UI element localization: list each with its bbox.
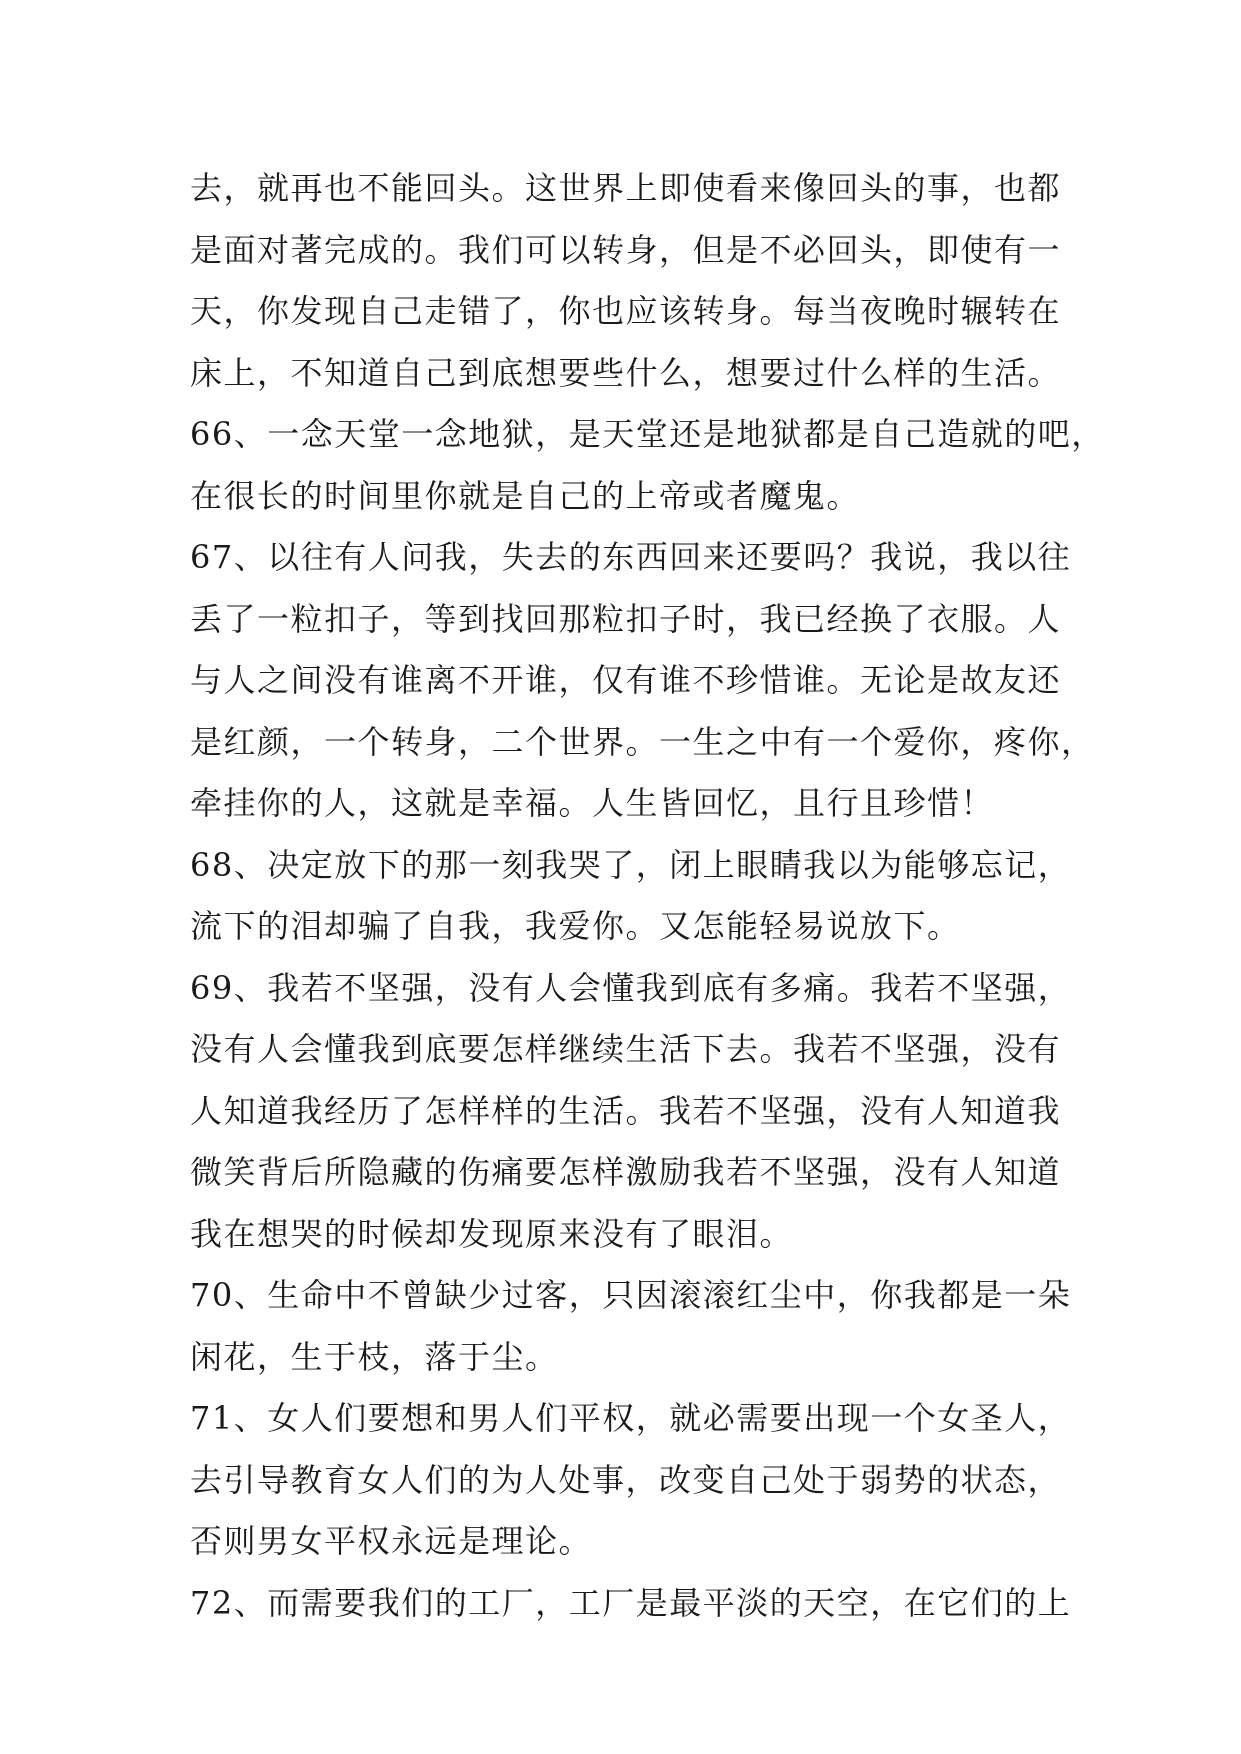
- text-line: 67、以往有人问我，失去的东西回来还要吗？我说，我以往: [190, 538, 1072, 576]
- text-line: 闲花，生于枝，落于尘。: [190, 1337, 559, 1376]
- text-line: 去，就再也不能回头。这世界上即使看来像回头的事，也都: [190, 169, 1062, 207]
- text-line: 天，你发现自己走错了，你也应该转身。每当夜晚时辗转在: [190, 292, 1062, 330]
- text-line: 丢了一粒扣子，等到找回那粒扣子时，我已经换了衣服。人: [190, 599, 1062, 638]
- text-line: 是红颜，一个转身，二个世界。一生之中有一个爱你，疼你，: [190, 722, 1095, 761]
- text-line: 71、女人们要想和男人们平权，就必需要出现一个女圣人，: [190, 1399, 1072, 1437]
- text-line: 是面对著完成的。我们可以转身，但是不必回头，即使有一: [190, 230, 1062, 269]
- text-line: 我在想哭的时候却发现原来没有了眼泪。: [190, 1214, 794, 1253]
- text-line: 在很长的时间里你就是自己的上帝或者魔鬼。: [190, 476, 861, 515]
- text-line: 72、而需要我们的工厂，工厂是最平淡的天空，在它们的上: [190, 1583, 1072, 1622]
- text-line: 人知道我经历了怎样样的生活。我若不坚强，没有人知道我: [190, 1091, 1062, 1130]
- text-line: 流下的泪却骗了自我，我爱你。又怎能轻易说放下。: [190, 907, 961, 945]
- text-line: 66、一念天堂一念地狱，是天堂还是地狱都是自己造就的吧，: [190, 415, 1105, 453]
- text-line: 69、我若不坚强，没有人会懂我到底有多痛。我若不坚强，: [190, 968, 1072, 1007]
- text-line: 牵挂你的人，这就是幸福。人生皆回忆，且行且珍惜！: [190, 784, 995, 822]
- text-line: 去引导教育女人们的为人处事，改变自己处于弱势的状态，: [190, 1460, 1062, 1499]
- text-line: 微笑背后所隐藏的伤痛要怎样激励我若不坚强，没有人知道: [190, 1153, 1062, 1191]
- text-line: 否则男女平权永远是理论。: [190, 1522, 593, 1560]
- text-line: 与人之间没有谁离不开谁，仅有谁不珍惜谁。无论是故友还: [190, 661, 1062, 699]
- text-line: 床上，不知道自己到底想要些什么，想要过什么样的生活。: [190, 353, 1062, 392]
- text-line: 70、生命中不曾缺少过客，只因滚滚红尘中，你我都是一朵: [190, 1276, 1072, 1314]
- body-text: [190, 158, 1105, 1634]
- text-line: 68、决定放下的那一刻我哭了，闭上眼睛我以为能够忘记，: [190, 845, 1072, 884]
- text-line: 没有人会懂我到底要怎样继续生活下去。我若不坚强，没有: [190, 1030, 1062, 1068]
